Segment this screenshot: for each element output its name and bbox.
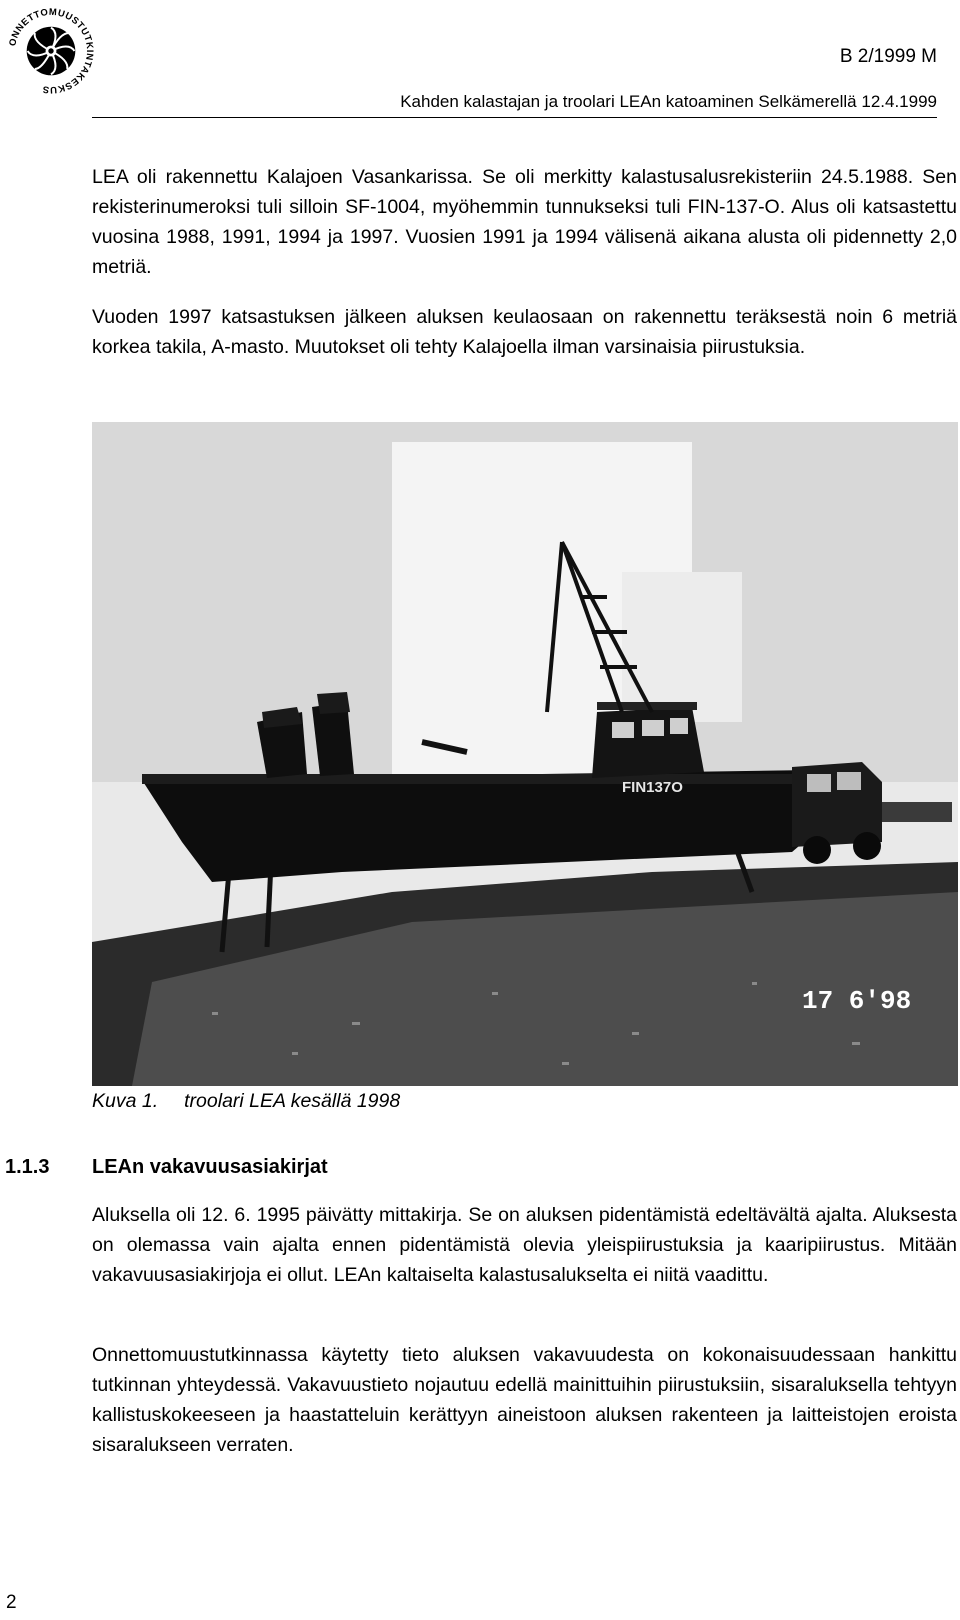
paragraph-mast-modification: Vuoden 1997 katsastuksen jälkeen aluksen keulaosaan on rakennettu teräksestä noin 6 metriä korkea takila, A-masto. Muutokset oli tehty Kalajoella ilman varsinaisia piirustuksia. xyxy=(92,306,957,358)
caption-label: Kuva 1. xyxy=(92,1090,159,1112)
svg-text:ONNETTOMUUSTUTKINTAKESKUS: ONNETTOMUUSTUTKINTAKESKUS xyxy=(7,6,96,96)
header-divider xyxy=(92,117,937,118)
caption-text: troolari LEA kesällä 1998 xyxy=(184,1090,401,1112)
section-title: LEAn vakavuusasiakirjat xyxy=(92,1156,328,1178)
paragraph-stability-documents: Aluksella oli 12. 6. 1995 päivätty mittakirja. Se on aluksen pidentämistä edeltävältä ajalta. Aluksesta on olemassa vain ajalta ennen pidentämistä olevia yleispiirustuksia ja kaaripiirustus. Mitään vakavuusasiakirjoja ei ollut. LEAn kaltaiselta kalastusalukselta ei niitä vaadittu. xyxy=(92,1204,957,1286)
section-number: 1.1.3 xyxy=(5,1156,50,1178)
figure-caption xyxy=(92,1090,400,1113)
paragraph-vessel-history: LEA oli rakennettu Kalajoen Vasankarissa. Se oli merkitty kalastusalusrekisteriin 24.5.1988. Sen rekisterinumeroksi tuli silloin SF-1004, myöhemmin tunnukseksi tuli FIN-137-O. Alus oli katsastettu vuosina 1988, 1991, 1994 ja 1997. Vuosien 1991 ja 1994 välisenä aikana alusta oli pidennetty 2,0 metriä. xyxy=(92,166,957,278)
organization-logo xyxy=(6,6,96,96)
page-number: 2 xyxy=(6,1592,17,1613)
trawler-photograph xyxy=(92,422,958,1086)
report-code: B 2/1999 M xyxy=(839,46,937,67)
report-title: Kahden kalastajan ja troolari LEAn katoaminen Selkämerellä 12.4.1999 xyxy=(400,92,937,111)
photo-date-stamp: 17 6'98 xyxy=(802,986,912,1016)
hull-marking: FIN137O xyxy=(622,779,683,796)
paragraph-stability-information: Onnettomuustutkinnassa käytetty tieto aluksen vakavuudesta on kokonaisuudessaan hankittu tutkinnan yhteydessä. Vakavuustieto nojautuu edellä mainittuihin piirustuksiin, sisaraluksella tehtyyn kallistuskokeeseen ja haastatteluin kerättyyn aineistoon aluksen rakenteen ja laitteistojen eroista sisaralukseen verraten. xyxy=(92,1344,957,1456)
